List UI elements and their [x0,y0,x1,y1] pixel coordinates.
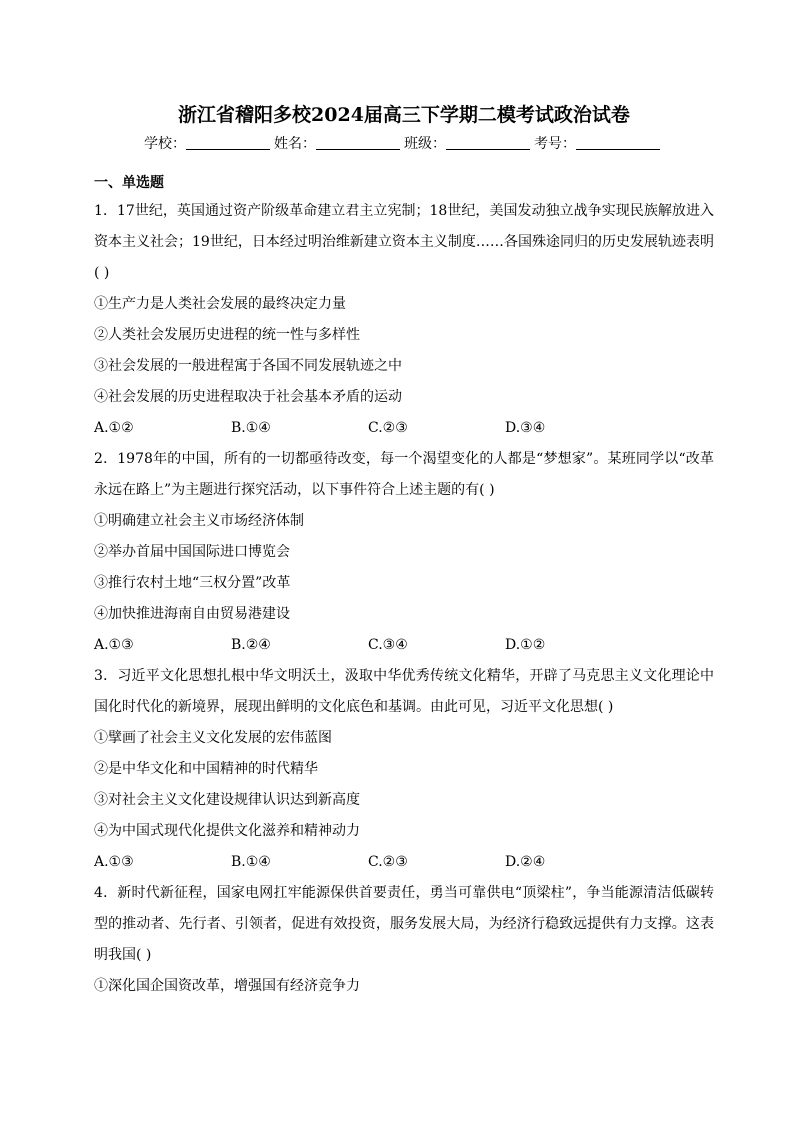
exam-number-label: 考号： [534,136,576,152]
statement-option: ③社会发展的一般进程寓于各国不同发展轨迹之中 [94,358,402,374]
exam-page [94,100,714,1002]
question-stem: 1．17世纪，英国通过资产阶级革命建立君主立宪制；18世纪，美国发动独立战争实现民族解放进入资本主义社会；19世纪，日本经过明治维新建立资本主义制度……各国殊途同归的历史发展轨迹表明( ) [94,203,714,281]
statement-option: ①生产力是人类社会发展的最终决定力量 [94,296,346,312]
school-label: 学校： [144,136,186,152]
statement-option: ①明确建立社会主义市场经济体制 [94,513,304,529]
class-blank [446,135,530,150]
question-1 [94,196,714,444]
choice-b: B.②④ [231,637,271,653]
choice-b: B.①④ [231,854,271,870]
question-stem: 2．1978年的中国，所有的一切都亟待改变，每一个渴望变化的人都是“梦想家”。某班同学以“改革永远在路上”为主题进行探究活动，以下事件符合上述主题的有( ) [94,451,714,498]
student-info-row [94,132,714,156]
answer-choices [94,413,714,444]
name-label: 姓名： [274,136,316,152]
exam-title: 浙江省稽阳多校2024届高三下学期二模考试政治试卷 [178,104,630,126]
answer-choices [94,630,714,661]
school-blank [186,135,270,150]
choice-b: B.①④ [231,420,271,436]
name-blank [316,135,400,150]
statement-option: ③推行农村土地“三权分置”改革 [94,575,291,591]
question-stem: 3．习近平文化思想扎根中华文明沃土，汲取中华优秀传统文化精华，开辟了马克思主义文化理论中国化时代化的新境界，展现出鲜明的文化底色和基调。由此可见，习近平文化思想( ) [94,668,714,715]
choice-a: A.①③ [94,854,134,870]
exam-number-blank [576,135,660,150]
class-label: 班级： [404,136,446,152]
choice-a: A.①③ [94,637,134,653]
statement-option: ④社会发展的历史进程取决于社会基本矛盾的运动 [94,389,402,405]
choice-c: C.②③ [368,420,408,436]
question-2 [94,444,714,661]
statement-option: ④加快推进海南自由贸易港建设 [94,606,290,622]
choice-a: A.①② [94,420,134,436]
question-3 [94,661,714,878]
statement-option: ④为中国式现代化提供文化滋养和精神动力 [94,823,360,839]
statement-option: ①深化国企国资改革，增强国有经济竞争力 [94,978,360,994]
choice-d: D.②④ [505,854,546,870]
statement-option: ②是中华文化和中国精神的时代精华 [94,761,318,777]
choice-c: C.③④ [368,637,408,653]
question-stem: 4．新时代新征程，国家电网扛牢能源保供首要责任，勇当可靠供电“顶梁柱”，争当能源清洁低碳转型的推动者、先行者、引领者，促进有效投资，服务发展大局，为经济行稳致远提供有力支撑。这表明我国( ) [94,885,714,963]
statement-option: ②举办首届中国国际进口博览会 [94,544,290,560]
section-title: 一、单选题 [94,175,164,191]
statement-option: ③对社会主义文化建设规律认识达到新高度 [94,792,360,808]
answer-choices [94,847,714,878]
choice-d: D.①② [505,637,546,653]
question-4 [94,878,714,1002]
choice-d: D.③④ [505,420,546,436]
statement-option: ①擘画了社会主义文化发展的宏伟蓝图 [94,730,332,746]
choice-c: C.②③ [368,854,408,870]
statement-option: ②人类社会发展历史进程的统一性与多样性 [94,327,360,343]
